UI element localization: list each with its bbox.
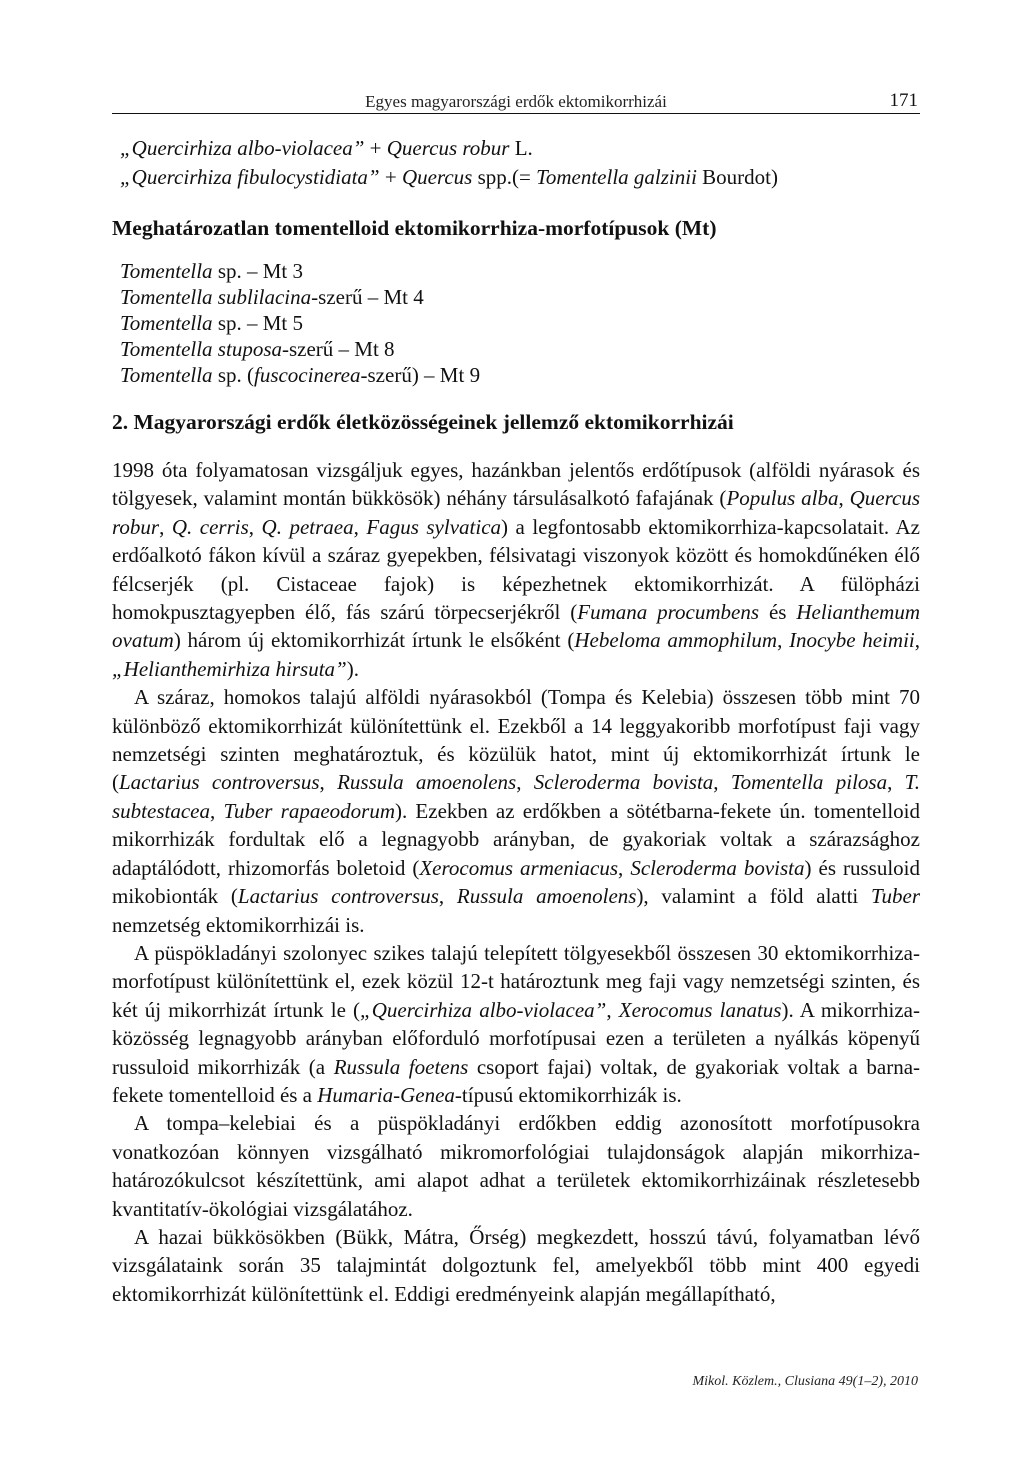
taxon-name: Helianthemum ovatum — [112, 600, 920, 653]
mt-name: Tomentella — [120, 259, 213, 283]
taxon-name: Tuber — [871, 884, 921, 909]
section-heading: Meghatározatlan tomentelloid ektomikorrhiza-morfotípusok (Mt) — [112, 216, 717, 240]
text-run: , — [209, 798, 224, 823]
text-run: és — [759, 600, 797, 625]
text-run: csoport fajai) voltak, de gyakoriak voltak a barna-fekete tomentelloid és a — [112, 1054, 921, 1107]
taxon-name: Lactarius controversus — [119, 770, 320, 795]
host-name: Quercus robur — [386, 136, 510, 160]
text-run: , — [516, 770, 534, 795]
page-number: 171 — [889, 90, 918, 111]
text-run: , — [618, 855, 631, 880]
species-text: + — [364, 136, 387, 160]
species-name: „Quercirhiza fibulocystidiata” — [120, 165, 380, 189]
taxon-name: Russula foetens — [333, 1054, 469, 1079]
taxon-name: Xerocomus armeniacus — [419, 855, 619, 880]
text-run: , — [838, 486, 850, 511]
taxon-name: Scleroderma bovista — [630, 855, 805, 880]
taxon-name: Q. petraea — [261, 514, 354, 539]
text-run: , — [248, 514, 262, 539]
text-run: , — [713, 770, 731, 795]
taxon-name: Q. cerris — [171, 514, 249, 539]
body-paragraph — [112, 456, 920, 683]
species-text: + — [379, 165, 402, 189]
body-paragraph — [112, 683, 920, 939]
mt-text: -szerű) – Mt 9 — [360, 363, 481, 387]
text-run: ) a legfontosabb ektomikorrhiza-kapcsolatait. Az erdőalkotó fákon kívül a száraz gyepekben, félsivatagi viszonyok között és homokdűnéken élő félcserjék (pl. Cistaceae fajok) is képezhetnek ektomikorrhizát. A fülöpházi homokpusztagyepben élő, fás szárú törpecserjékről ( — [112, 514, 921, 625]
text-run: , — [438, 884, 457, 909]
text-run: A püspökladányi szolonyec szikes talajú telepített tölgyesekből összesen 30 ektomikorrhiza-morfotípust különítettünk el, ezek közül 12-t határoztunk meg faji vagy nemzetségi szinten, és két új mikorrhizát írtunk le ( — [112, 940, 920, 1022]
taxon-name: Lactarius controversus — [237, 884, 439, 909]
text-run: , — [606, 997, 619, 1022]
mt-item — [120, 284, 920, 310]
text-run: ) és russuloid mikobionták ( — [112, 855, 921, 909]
taxon-name: Quercus robur — [112, 486, 921, 539]
page-content — [112, 134, 920, 1308]
host-name: Quercus — [401, 165, 473, 189]
text-run: , — [353, 514, 367, 539]
mt-text: -szerű – Mt 8 — [282, 337, 395, 361]
body-paragraph — [112, 1109, 920, 1223]
mt-name: fuscocinerea — [253, 363, 361, 387]
text-run: ). A mikorrhiza-közösség legnagyobb arányban előforduló morfotípusai ezen a területen a nyálkás köpenyű russuloid mikorrhizák (a — [112, 997, 920, 1079]
mt-name: Tomentella — [120, 363, 213, 387]
species-line — [120, 163, 920, 192]
journal-citation: Mikol. Közlem., Clusiana 49(1–2), 2010 — [692, 1374, 918, 1389]
species-name: „Quercirhiza albo-violacea” — [120, 136, 365, 160]
species-text: spp.(= — [472, 165, 537, 189]
taxon-name: Humaria-Genea — [317, 1082, 455, 1107]
species-text: L. — [509, 136, 533, 160]
text-run: ) három új ektomikorrhizát írtunk le elsőként ( — [173, 628, 575, 653]
taxon-name: Tuber rapaeodorum — [223, 798, 395, 823]
text-run: ). — [346, 656, 359, 681]
body-paragraph — [112, 939, 920, 1109]
mt-text: sp. ( — [212, 363, 254, 387]
taxon-name: „Helianthemirhiza hirsuta” — [112, 656, 347, 681]
mt-item — [120, 258, 920, 284]
taxon-name: Inocybe heimii — [789, 628, 915, 653]
synonym-name: Tomentella galzinii — [536, 165, 697, 189]
text-run: -típusú ektomikorrhizák is. — [454, 1082, 682, 1107]
mt-text: sp. – Mt 5 — [212, 311, 303, 335]
species-text: Bourdot) — [696, 165, 778, 189]
text-run: , — [777, 628, 790, 653]
text-run: , — [914, 628, 920, 653]
running-header — [112, 90, 920, 114]
text-run: A tompa–kelebiai és a püspökladányi erdőkben eddig azonosított morfotípusokra vonatkozóan könnyen vizsgálható mikromorfológiai tulajdonságok alapján mikorrhiza-határozókulcsot készítettünk, ami alapot adhat a területek ektomikorrhizáinak részletesebb kvantitatív-ökológiai vizsgálatához. — [112, 1111, 920, 1221]
mt-item — [120, 362, 920, 388]
text-run: , — [887, 770, 905, 795]
running-title: Egyes magyarországi erdők ektomikorrhizái — [365, 92, 667, 111]
text-run: , — [319, 770, 338, 795]
mt-item — [120, 336, 920, 362]
text-run: ). Ezekben az erdőkben a sötétbarna-fekete ún. tomentelloid mikorrhizák fordultak elő a legnagyobb arányban, de gyakoriak voltak a szárazsághoz adaptálódott, rhizomorfás boletoid ( — [112, 798, 920, 880]
text-run: 1998 óta folyamatosan vizsgáljuk egyes, hazánkban jelentős erdőtípusok (alföldi nyárasok és tölgyesek, valamint montán bükkösök) néhány társulásalkotó fafajának ( — [112, 458, 920, 511]
section-2-heading: 2. Magyarországi erdők életközösségeinek jellemző ektomikorrhizái — [112, 410, 734, 434]
mt-name: Tomentella sublilacina — [120, 285, 312, 309]
taxon-name: Russula amoenolens — [456, 884, 637, 909]
text-run: A száraz, homokos talajú alföldi nyárasokból (Tompa és Kelebia) összesen több mint 70 különböző ektomikorrhizát különítettünk el. Ezekből a 14 leggyakoribb morfotípust faji vagy nemzetségi szinten meghatároztuk, és közülük hatot, mint új ektomikorrhizát írtunk le ( — [112, 685, 920, 795]
mt-name: Tomentella stuposa — [120, 337, 282, 361]
mt-name: Tomentella — [120, 311, 213, 335]
taxon-name: Populus alba — [726, 486, 839, 511]
mt-item — [120, 310, 920, 336]
taxon-name: Fumana procumbens — [577, 600, 760, 625]
taxon-name: Xerocomus lanatus — [618, 997, 782, 1022]
taxon-name: Hebeloma ammophilum — [574, 628, 778, 653]
taxon-name: Tomentella pilosa — [730, 770, 888, 795]
taxon-name: „Quercirhiza albo-violacea” — [360, 997, 607, 1022]
mt-text: sp. – Mt 3 — [212, 259, 303, 283]
taxon-name: Fagus sylvatica — [366, 514, 502, 539]
body-paragraph — [112, 1223, 920, 1308]
taxon-name: T. subtestacea — [112, 770, 921, 823]
species-line — [120, 134, 920, 163]
taxon-name: Scleroderma bovista — [533, 770, 714, 795]
text-run: nemzetség ektomikorrhizái is. — [112, 912, 365, 937]
taxon-name: Russula amoenolens — [337, 770, 517, 795]
text-run: ), valamint a föld alatti — [636, 884, 871, 909]
text-run: , — [159, 514, 172, 539]
text-run: A hazai bükkösökben (Bükk, Mátra, Őrség) megkezdett, hosszú távú, folyamatban lévő vizsgálataink során 35 talajmintát dolgoztunk fel, amelyekből több mint 400 egyedi ektomikorrhizát különítettünk el. Eddigi eredményeink alapján megállapítható, — [112, 1224, 920, 1306]
mt-text: -szerű – Mt 4 — [311, 285, 424, 309]
